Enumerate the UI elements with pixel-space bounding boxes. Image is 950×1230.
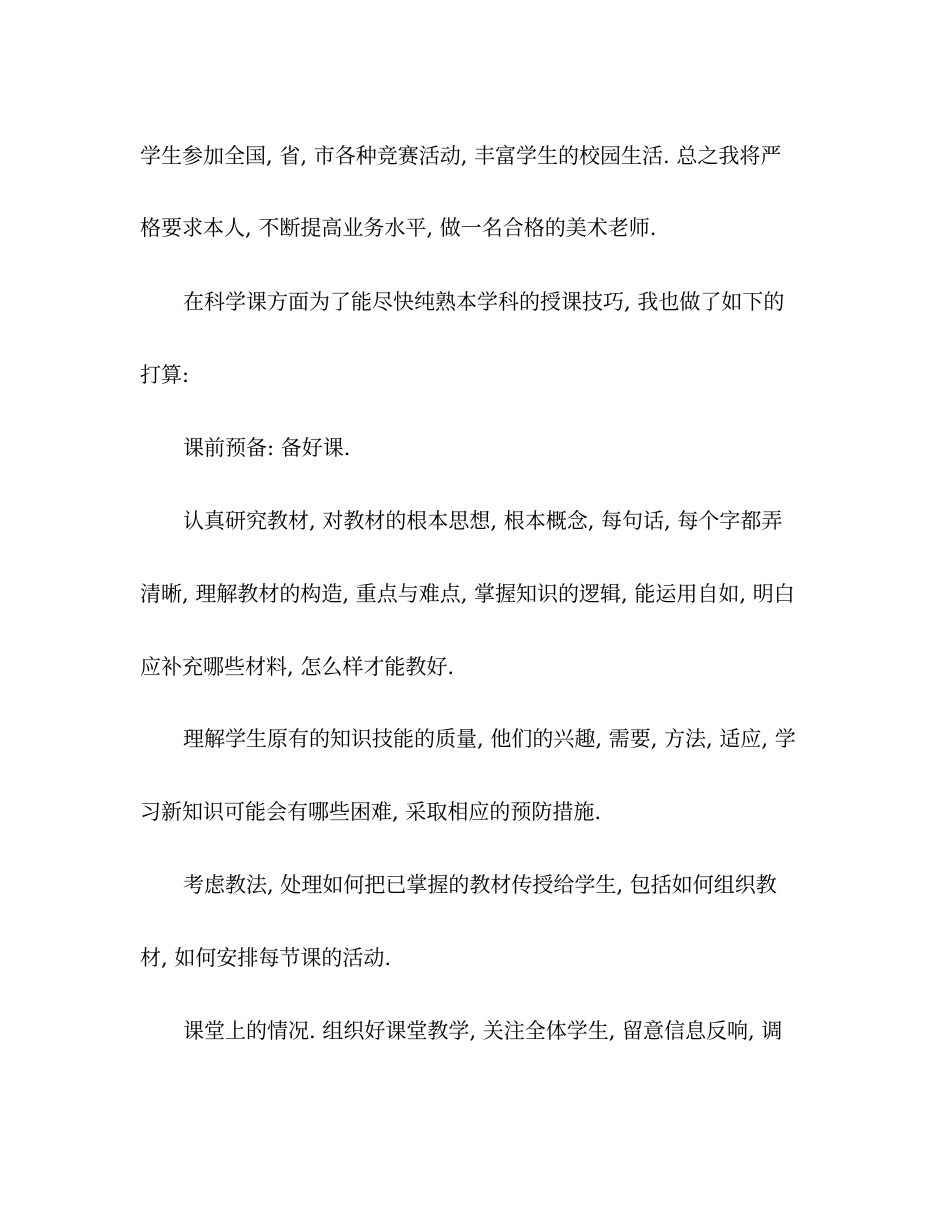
text-line: 清晰, 理解教材的构造, 重点与难点, 掌握知识的逻辑, 能运用自如, 明白	[140, 582, 795, 606]
text-line: 打算:	[140, 363, 190, 387]
paragraph-first-line: 在科学课方面为了能尽快纯熟本学科的授课技巧, 我也做了如下的	[183, 290, 785, 314]
text-line: 应补充哪些材料, 怎么样才能教好.	[140, 655, 455, 679]
paragraph-first-line: 课前预备: 备好课.	[183, 436, 351, 460]
text-line: 学生参加全国, 省, 市各种竞赛活动, 丰富学生的校园生活. 总之我将严	[140, 144, 782, 168]
paragraph-first-line: 认真研究教材, 对教材的根本思想, 根本概念, 每句话, 每个字都弄	[183, 509, 783, 533]
text-line: 材, 如何安排每节课的活动.	[140, 946, 392, 970]
paragraph-first-line: 考虑教法, 处理如何把已掌握的教材传授给学生, 包括如何组织教	[183, 873, 777, 897]
paragraph-first-line: 理解学生原有的知识技能的质量, 他们的兴趣, 需要, 方法, 适应, 学	[183, 727, 796, 751]
text-line: 习新知识可能会有哪些困难, 采取相应的预防措施.	[140, 800, 602, 824]
text-line: 格要求本人, 不断提高业务水平, 做一名合格的美术老师.	[140, 216, 657, 240]
paragraph-first-line: 课堂上的情况. 组织好课堂教学, 关注全体学生, 留意信息反响, 调	[183, 1019, 783, 1043]
